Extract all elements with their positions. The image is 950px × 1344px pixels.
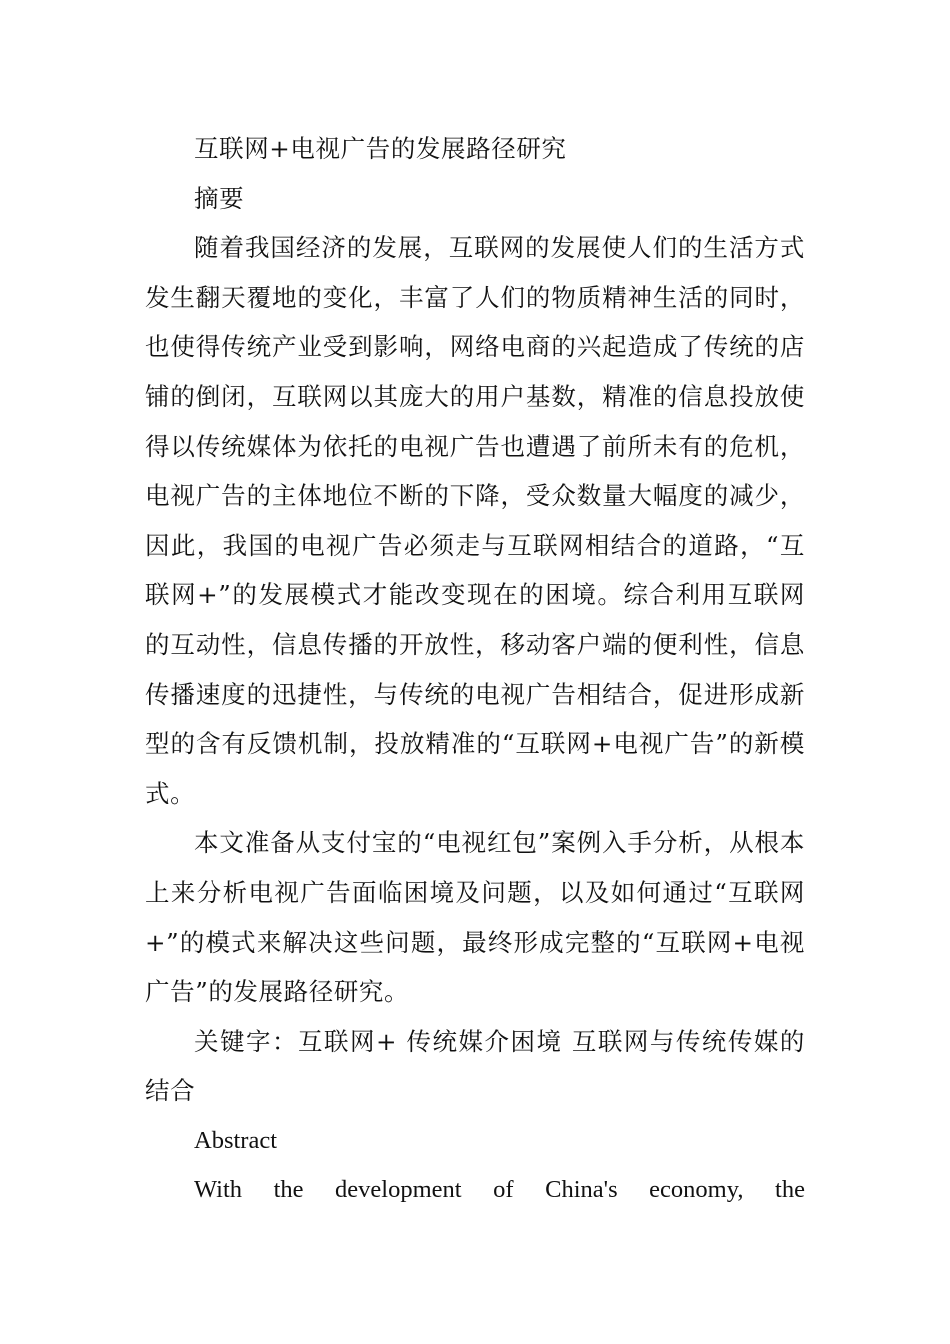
abstract-paragraph-en: With the development of China's economy, the	[194, 1176, 805, 1204]
keywords: 关键字：互联网+ 传统媒介困境 互联网与传统传媒的结合	[145, 1026, 805, 1106]
abstract-heading-cn: 摘要	[194, 183, 245, 213]
abstract-paragraph-2: 本文准备从支付宝的“电视红包”案例入手分析，从根本上来分析电视广告面临困境及问题，以及如何通过“互联网+”的模式来解决这些问题，最终形成完整的“互联网+电视广告”的发展路径研究。	[145, 828, 805, 1007]
document-page	[145, 124, 805, 1215]
abstract-heading-en: Abstract	[194, 1126, 277, 1154]
abstract-paragraph-1: 随着我国经济的发展，互联网的发展使人们的生活方式发生翻天覆地的变化，丰富了人们的物质精神生活的同时，也使得传统产业受到影响，网络电商的兴起造成了传统的店铺的倒闭，互联网以其庞大的用户基数，精准的信息投放使得以传统媒体为依托的电视广告也遭遇了前所未有的危机，电视广告的主体地位不断的下降，受众数量大幅度的减少，因此，我国的电视广告必须走与互联网相结合的道路，“互联网+”的发展模式才能改变现在的困境。综合利用互联网的互动性，信息传播的开放性，移动客户端的便利性，信息传播速度的迅捷性，与传统的电视广告相结合，促进形成新型的含有反馈机制，投放精准的“互联网+电视广告”的新模式。	[145, 233, 805, 808]
document-title: 互联网+电视广告的发展路径研究	[194, 134, 567, 163]
